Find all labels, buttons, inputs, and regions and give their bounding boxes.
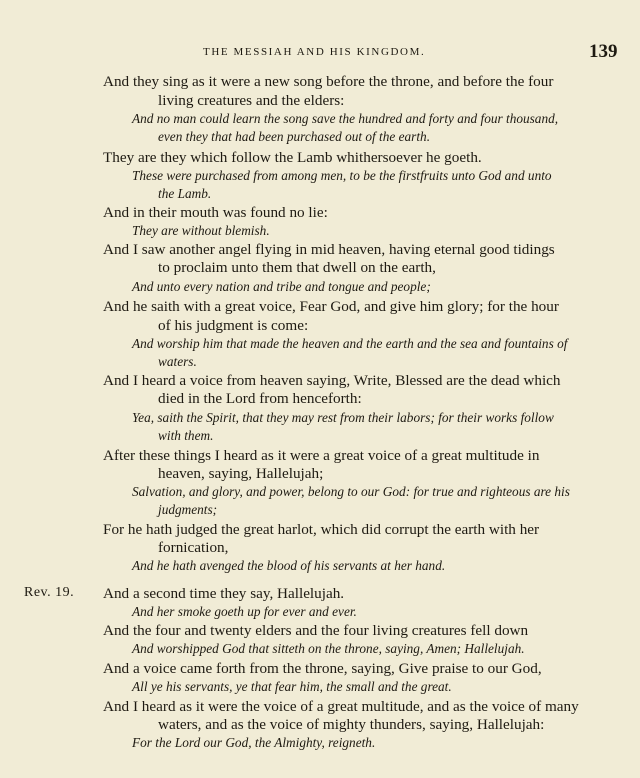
response-line: All ye his servants, ye that fear him, the small and the great. — [132, 679, 452, 694]
response-line: And he hath avenged the blood of his servants at her hand. — [132, 558, 446, 573]
verse-line: And the four and twenty elders and the four living creatures fell down — [103, 622, 529, 639]
verse-line: fornication, — [158, 539, 229, 556]
running-title: THE MESSIAH AND HIS KINGDOM. — [203, 46, 426, 58]
response-line: And worship him that made the heaven and the earth and the sea and fountains of — [132, 336, 568, 351]
verse-line: heaven, saying, Hallelujah; — [158, 465, 324, 482]
verse-line: And a second time they say, Hallelujah. — [103, 585, 345, 602]
verse-line: And I saw another angel flying in mid heaven, having eternal good tidings — [103, 241, 555, 258]
response-line: And no man could learn the song save the hundred and forty and four thousand, — [132, 111, 559, 126]
response-line: They are without blemish. — [132, 223, 270, 238]
verse-line: of his judgment is come: — [158, 317, 309, 334]
response-line: And worshipped God that sitteth on the throne, saying, Amen; Hallelujah. — [132, 641, 525, 656]
verse-line: And he saith with a great voice, Fear God, and give him glory; for the hour — [103, 298, 559, 315]
page-number: 139 — [589, 41, 618, 62]
verse-line: died in the Lord from henceforth: — [158, 390, 362, 407]
response-line: For the Lord our God, the Almighty, reigneth. — [132, 735, 376, 750]
verse-line: And a voice came forth from the throne, saying, Give praise to our God, — [103, 660, 542, 677]
response-line: judgments; — [158, 502, 218, 517]
verse-line: And I heard a voice from heaven saying, Write, Blessed are the dead which — [103, 372, 561, 389]
verse-line: waters, and as the voice of mighty thunders, saying, Hallelujah: — [158, 716, 545, 733]
chapter-reference: Rev. 19. — [24, 585, 75, 600]
verse-line: And in their mouth was found no lie: — [103, 204, 328, 221]
response-line: waters. — [158, 354, 197, 369]
verse-line: And they sing as it were a new song before the throne, and before the four — [103, 73, 554, 90]
verse-line: to proclaim unto them that dwell on the earth, — [158, 259, 436, 276]
verse-line: After these things I heard as it were a great voice of a great multitude in — [103, 447, 540, 464]
response-line: These were purchased from among men, to be the firstfruits unto God and unto — [132, 168, 552, 183]
response-line: Yea, saith the Spirit, that they may rest from their labors; for their works follow — [132, 410, 554, 425]
response-line: the Lamb. — [158, 186, 212, 201]
response-line: And unto every nation and tribe and tongue and people; — [132, 279, 431, 294]
response-line: even they that had been purchased out of the earth. — [158, 129, 431, 144]
verse-line: living creatures and the elders: — [158, 92, 345, 109]
response-line: with them. — [158, 428, 214, 443]
response-line: Salvation, and glory, and power, belong to our God: for true and righteous are his — [132, 484, 570, 499]
page-header — [0, 41, 640, 66]
verse-line: And I heard as it were the voice of a great multitude, and as the voice of many — [103, 698, 579, 715]
verse-line: For he hath judged the great harlot, which did corrupt the earth with her — [103, 521, 540, 538]
response-line: And her smoke goeth up for ever and ever. — [132, 604, 357, 619]
verse-line: They are they which follow the Lamb whithersoever he goeth. — [103, 149, 482, 166]
